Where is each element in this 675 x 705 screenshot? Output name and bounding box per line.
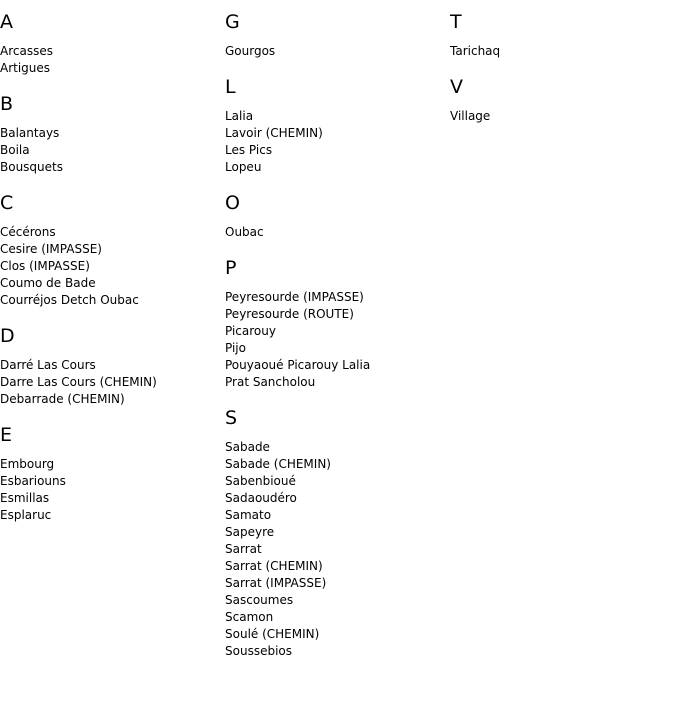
street-link[interactable]: Les Pics (225, 143, 273, 157)
street-link[interactable]: Sabade (CHEMIN) (225, 457, 331, 471)
street-link[interactable]: Esbariouns (0, 474, 66, 488)
street-list-item (225, 507, 445, 524)
street-list (225, 224, 445, 241)
street-link[interactable]: Boila (0, 143, 30, 157)
street-link[interactable]: Esmillas (0, 491, 50, 505)
street-link[interactable]: Lavoir (CHEMIN) (225, 126, 323, 140)
street-link[interactable]: Coumo de Bade (0, 276, 96, 290)
street-list-item (225, 592, 445, 609)
street-list-item (0, 241, 220, 258)
letter-group-t (450, 10, 670, 60)
letter-heading: O (225, 192, 240, 214)
street-list-item (0, 473, 220, 490)
letter-group-b (0, 92, 220, 176)
street-list-item (225, 125, 445, 142)
street-link[interactable]: Gourgos (225, 44, 276, 58)
street-list-item (225, 456, 445, 473)
street-list-item (225, 357, 445, 374)
street-link[interactable]: Bousquets (0, 160, 63, 174)
street-list-item (0, 391, 220, 408)
street-link[interactable]: Cécérons (0, 225, 56, 239)
street-list-item (225, 306, 445, 323)
letter-group-s (225, 406, 445, 660)
letter-group-c (0, 191, 220, 309)
street-link[interactable]: Pouyaoué Picarouy Lalia (225, 358, 371, 372)
street-list (0, 224, 220, 309)
street-list-item (225, 374, 445, 391)
letter-heading: D (0, 325, 15, 347)
street-list-item (225, 340, 445, 357)
street-list (225, 108, 445, 176)
letter-heading: A (0, 11, 13, 33)
street-link[interactable]: Sabade (225, 440, 270, 454)
street-link[interactable]: Sascoumes (225, 593, 294, 607)
street-list-item (225, 142, 445, 159)
street-link[interactable]: Arcasses (0, 44, 53, 58)
street-list-item (0, 159, 220, 176)
street-link[interactable]: Lopeu (225, 160, 262, 174)
street-list (225, 43, 445, 60)
street-link[interactable]: Lalia (225, 109, 254, 123)
street-list-item (0, 292, 220, 309)
letter-group-a (0, 10, 220, 77)
street-link[interactable]: Samato (225, 508, 272, 522)
letter-group-p (225, 256, 445, 391)
street-list-item (0, 456, 220, 473)
street-list-item (450, 43, 670, 60)
street-list-item (0, 125, 220, 142)
letter-heading: G (225, 11, 240, 33)
street-link[interactable]: Sarrat (225, 542, 262, 556)
street-list-item (0, 60, 220, 77)
street-link[interactable]: Sarrat (IMPASSE) (225, 576, 327, 590)
letter-group-g (225, 10, 445, 60)
letter-group-d (0, 324, 220, 408)
street-list (0, 357, 220, 408)
street-list-item (0, 224, 220, 241)
street-list-item (0, 43, 220, 60)
street-link[interactable]: Darre Las Cours (CHEMIN) (0, 375, 157, 389)
street-link[interactable]: Cesire (IMPASSE) (0, 242, 102, 256)
street-link[interactable]: Sabenbioué (225, 474, 296, 488)
street-list-item (225, 224, 445, 241)
letter-heading: L (225, 76, 236, 98)
street-link[interactable]: Tarichaq (450, 44, 501, 58)
street-link[interactable]: Sadaoudéro (225, 491, 297, 505)
street-list-item (0, 357, 220, 374)
street-link[interactable]: Peyresourde (IMPASSE) (225, 290, 364, 304)
index-column-1 (0, 10, 220, 539)
street-list-item (225, 558, 445, 575)
street-list (450, 108, 670, 125)
street-link[interactable]: Darré Las Cours (0, 358, 96, 372)
letter-heading: E (0, 424, 13, 446)
letter-heading: V (450, 76, 463, 98)
street-list-item (225, 159, 445, 176)
street-list-item (450, 108, 670, 125)
street-list-item (0, 142, 220, 159)
street-list-item (0, 507, 220, 524)
street-link[interactable]: Sarrat (CHEMIN) (225, 559, 323, 573)
street-link[interactable]: Village (450, 109, 491, 123)
street-list-item (225, 524, 445, 541)
street-link[interactable]: Oubac (225, 225, 264, 239)
street-link[interactable]: Clos (IMPASSE) (0, 259, 90, 273)
letter-group-o (225, 191, 445, 241)
letter-group-e (0, 423, 220, 524)
street-list (0, 125, 220, 176)
street-list-item (0, 490, 220, 507)
letter-group-l (225, 75, 445, 176)
street-list-item (225, 473, 445, 490)
street-link[interactable]: Embourg (0, 457, 55, 471)
letter-heading: B (0, 93, 14, 115)
street-list-item (225, 108, 445, 125)
index-column-2 (225, 10, 445, 675)
street-link[interactable]: Soussebios (225, 644, 292, 658)
letter-heading: T (450, 11, 462, 33)
letter-group-v (450, 75, 670, 125)
street-list-item (225, 609, 445, 626)
street-link[interactable]: Courréjos Detch Oubac (0, 293, 139, 307)
street-link[interactable]: Debarrade (CHEMIN) (0, 392, 125, 406)
street-list (0, 456, 220, 524)
street-list-item (225, 323, 445, 340)
street-link[interactable]: Esplaruc (0, 508, 52, 522)
street-link[interactable]: Picarouy (225, 324, 276, 338)
letter-heading: C (0, 192, 14, 214)
street-list-item (225, 43, 445, 60)
street-list-item (225, 289, 445, 306)
street-list-item (225, 626, 445, 643)
index-column-3 (450, 10, 670, 140)
street-list (225, 289, 445, 391)
street-link[interactable]: Soulé (CHEMIN) (225, 627, 320, 641)
street-list-item (0, 275, 220, 292)
street-list-item (225, 541, 445, 558)
street-link[interactable]: Pijo (225, 341, 246, 355)
street-list (225, 439, 445, 660)
street-list-item (0, 258, 220, 275)
street-list-item (225, 439, 445, 456)
street-link[interactable]: Artigues (0, 61, 51, 75)
street-list-item (225, 575, 445, 592)
street-list-item (225, 643, 445, 660)
street-list-item (0, 374, 220, 391)
letter-heading: S (225, 407, 238, 429)
street-list (450, 43, 670, 60)
street-link[interactable]: Prat Sancholou (225, 375, 316, 389)
letter-heading: P (225, 257, 237, 279)
street-link[interactable]: Scamon (225, 610, 274, 624)
street-list (0, 43, 220, 77)
street-link[interactable]: Sapeyre (225, 525, 275, 539)
street-link[interactable]: Peyresourde (ROUTE) (225, 307, 354, 321)
street-link[interactable]: Balantays (0, 126, 60, 140)
street-list-item (225, 490, 445, 507)
